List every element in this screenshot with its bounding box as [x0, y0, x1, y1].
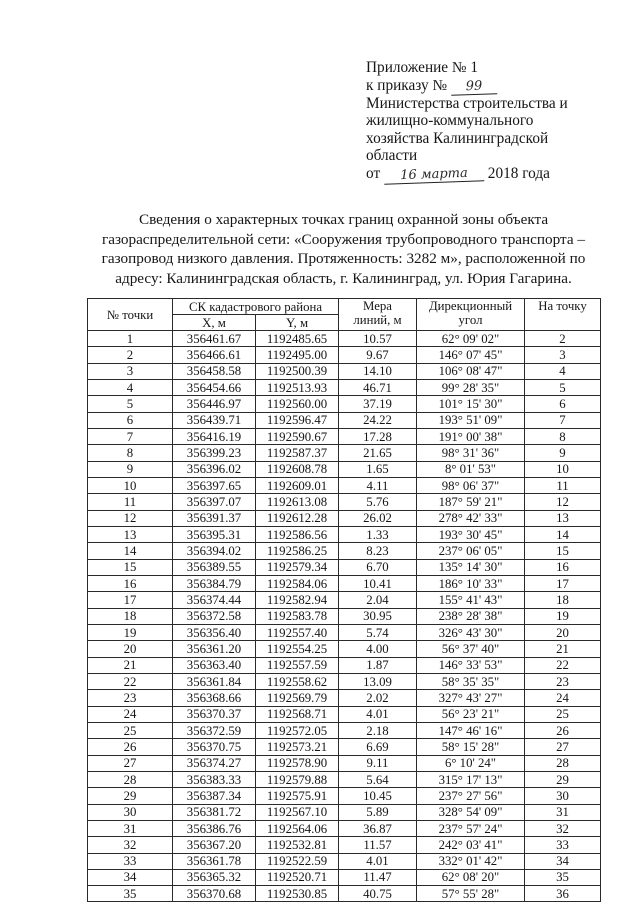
line-length-cell: 5.74	[339, 624, 417, 640]
y-coordinate-cell: 1192609.01	[256, 477, 339, 493]
date-prefix: от	[366, 164, 381, 182]
point-number-cell: 19	[88, 624, 173, 640]
next-point-cell: 33	[525, 837, 601, 853]
line-length-cell: 6.70	[339, 559, 417, 575]
direction-angle-cell: 98° 06' 37"	[417, 477, 525, 493]
point-number-cell: 33	[88, 853, 173, 869]
appendix-header	[366, 59, 568, 183]
table-row	[88, 510, 601, 526]
direction-angle-cell: 62° 09' 02"	[417, 331, 525, 347]
line-length-cell: 17.28	[339, 428, 417, 444]
table-row	[88, 543, 601, 559]
point-number-cell: 23	[88, 690, 173, 706]
y-coordinate-cell: 1192500.39	[256, 363, 339, 379]
ministry-line-1: Министерства строительства и	[366, 94, 568, 112]
next-point-cell: 3	[525, 347, 601, 363]
direction-angle-cell: 57° 55' 28"	[417, 886, 525, 902]
table-row	[88, 641, 601, 657]
point-number-cell: 26	[88, 739, 173, 755]
line-length-cell: 1.87	[339, 657, 417, 673]
direction-angle-cell: 147° 46' 16"	[417, 722, 525, 738]
y-coordinate-cell: 1192573.21	[256, 739, 339, 755]
x-coordinate-cell: 356399.23	[173, 445, 256, 461]
x-coordinate-cell: 356361.84	[173, 673, 256, 689]
direction-angle-cell: 135° 14' 30"	[417, 559, 525, 575]
table-row	[88, 592, 601, 608]
point-number-cell: 9	[88, 461, 173, 477]
x-coordinate-cell: 356466.61	[173, 347, 256, 363]
table-row	[88, 461, 601, 477]
direction-angle-cell: 327° 43' 27"	[417, 690, 525, 706]
point-number-cell: 10	[88, 477, 173, 493]
y-coordinate-cell: 1192590.67	[256, 428, 339, 444]
next-point-cell: 17	[525, 575, 601, 591]
y-coordinate-cell: 1192582.94	[256, 592, 339, 608]
y-coordinate-cell: 1192554.25	[256, 641, 339, 657]
next-point-cell: 36	[525, 886, 601, 902]
table-row	[88, 755, 601, 771]
direction-angle-cell: 238° 28' 38"	[417, 608, 525, 624]
line-length-cell: 5.89	[339, 804, 417, 820]
point-number-cell: 12	[88, 510, 173, 526]
x-coordinate-cell: 356356.40	[173, 624, 256, 640]
point-number-cell: 17	[88, 592, 173, 608]
y-coordinate-cell: 1192596.47	[256, 412, 339, 428]
table-row	[88, 804, 601, 820]
point-number-cell: 32	[88, 837, 173, 853]
table-row	[88, 526, 601, 542]
point-number-cell: 24	[88, 706, 173, 722]
direction-angle-cell: 237° 27' 56"	[417, 788, 525, 804]
x-coordinate-cell: 356461.67	[173, 331, 256, 347]
line-length-header-line-2: линий, м	[353, 313, 402, 327]
x-coordinate-cell: 356458.58	[173, 363, 256, 379]
line-length-cell: 40.75	[339, 886, 417, 902]
table-row	[88, 739, 601, 755]
x-coordinate-cell: 356367.20	[173, 837, 256, 853]
direction-angle-cell: 328° 54' 09"	[417, 804, 525, 820]
table-row	[88, 837, 601, 853]
order-date	[366, 165, 568, 183]
direction-angle-cell: 237° 06' 05"	[417, 543, 525, 559]
line-length-cell: 4.01	[339, 706, 417, 722]
y-coordinate-cell: 1192522.59	[256, 853, 339, 869]
table-row	[88, 706, 601, 722]
direction-angle-cell: 99° 28' 35"	[417, 379, 525, 395]
point-number-cell: 18	[88, 608, 173, 624]
direction-angle-cell: 186° 10' 33"	[417, 575, 525, 591]
x-coordinate-cell: 356381.72	[173, 804, 256, 820]
table-row	[88, 690, 601, 706]
point-number-cell: 2	[88, 347, 173, 363]
table-row	[88, 853, 601, 869]
table-row	[88, 771, 601, 787]
line-length-cell: 11.57	[339, 837, 417, 853]
direction-angle-cell: 6° 10' 24"	[417, 755, 525, 771]
y-coordinate-cell: 1192560.00	[256, 396, 339, 412]
next-point-cell: 6	[525, 396, 601, 412]
direction-angle-cell: 237° 57' 24"	[417, 820, 525, 836]
x-coordinate-cell: 356370.68	[173, 886, 256, 902]
column-header-cadastral-cs: СК кадастрового района	[173, 299, 339, 315]
column-header-direction-angle	[417, 299, 525, 331]
next-point-cell: 34	[525, 853, 601, 869]
point-number-cell: 34	[88, 869, 173, 885]
direction-angle-cell: 106° 08' 47"	[417, 363, 525, 379]
point-number-cell: 25	[88, 722, 173, 738]
line-length-cell: 6.69	[339, 739, 417, 755]
next-point-cell: 22	[525, 657, 601, 673]
line-length-cell: 4.11	[339, 477, 417, 493]
table-row	[88, 657, 601, 673]
x-coordinate-cell: 356387.34	[173, 788, 256, 804]
x-coordinate-cell: 356386.76	[173, 820, 256, 836]
point-number-cell: 11	[88, 494, 173, 510]
direction-angle-cell: 98° 31' 36"	[417, 445, 525, 461]
x-coordinate-cell: 356454.66	[173, 379, 256, 395]
line-length-cell: 10.57	[339, 331, 417, 347]
y-coordinate-cell: 1192532.81	[256, 837, 339, 853]
point-number-cell: 20	[88, 641, 173, 657]
point-number-cell: 4	[88, 379, 173, 395]
x-coordinate-cell: 356439.71	[173, 412, 256, 428]
x-coordinate-cell: 356383.33	[173, 771, 256, 787]
table-row	[88, 379, 601, 395]
line-length-cell: 2.18	[339, 722, 417, 738]
line-length-cell: 5.64	[339, 771, 417, 787]
x-coordinate-cell: 356394.02	[173, 543, 256, 559]
y-coordinate-cell: 1192557.59	[256, 657, 339, 673]
line-length-cell: 10.45	[339, 788, 417, 804]
table-row	[88, 608, 601, 624]
y-coordinate-cell: 1192586.25	[256, 543, 339, 559]
table-row	[88, 886, 601, 902]
next-point-cell: 35	[525, 869, 601, 885]
point-number-cell: 30	[88, 804, 173, 820]
line-length-cell: 5.76	[339, 494, 417, 510]
line-length-cell: 4.01	[339, 853, 417, 869]
line-length-cell: 10.41	[339, 575, 417, 591]
date-suffix: 2018 года	[487, 164, 550, 182]
line-length-cell: 21.65	[339, 445, 417, 461]
y-coordinate-cell: 1192568.71	[256, 706, 339, 722]
next-point-cell: 23	[525, 673, 601, 689]
table-row	[88, 575, 601, 591]
direction-angle-cell: 146° 33' 53"	[417, 657, 525, 673]
x-coordinate-cell: 356374.27	[173, 755, 256, 771]
line-length-cell: 2.02	[339, 690, 417, 706]
table-row	[88, 722, 601, 738]
title-line: газораспределительной сети: «Сооружения трубопроводного транспорта –	[102, 230, 585, 248]
point-number-cell: 6	[88, 412, 173, 428]
y-coordinate-cell: 1192613.08	[256, 494, 339, 510]
next-point-cell: 8	[525, 428, 601, 444]
next-point-cell: 31	[525, 804, 601, 820]
x-coordinate-cell: 356391.37	[173, 510, 256, 526]
line-length-cell: 4.00	[339, 641, 417, 657]
x-coordinate-cell: 356397.07	[173, 494, 256, 510]
direction-angle-cell: 187° 59' 21"	[417, 494, 525, 510]
direction-angle-cell: 58° 35' 35"	[417, 673, 525, 689]
direction-angle-cell: 332° 01' 42"	[417, 853, 525, 869]
table-row	[88, 624, 601, 640]
x-coordinate-cell: 356361.20	[173, 641, 256, 657]
direction-angle-cell: 315° 17' 13"	[417, 771, 525, 787]
x-coordinate-cell: 356389.55	[173, 559, 256, 575]
direction-angle-cell: 58° 15' 28"	[417, 739, 525, 755]
table-row	[88, 477, 601, 493]
next-point-cell: 5	[525, 379, 601, 395]
next-point-cell: 9	[525, 445, 601, 461]
y-coordinate-cell: 1192564.06	[256, 820, 339, 836]
next-point-cell: 30	[525, 788, 601, 804]
point-number-cell: 21	[88, 657, 173, 673]
y-coordinate-cell: 1192575.91	[256, 788, 339, 804]
line-length-cell: 11.47	[339, 869, 417, 885]
date-handwritten: 16 марта	[384, 165, 484, 184]
ministry-line-2: жилищно-коммунального	[366, 112, 534, 130]
y-coordinate-cell: 1192558.62	[256, 673, 339, 689]
y-coordinate-cell: 1192584.06	[256, 575, 339, 591]
line-length-cell: 46.71	[339, 379, 417, 395]
table-row	[88, 869, 601, 885]
x-coordinate-cell: 356416.19	[173, 428, 256, 444]
line-length-cell: 9.11	[339, 755, 417, 771]
direction-angle-cell: 8° 01' 53"	[417, 461, 525, 477]
order-prefix: к приказу №	[366, 76, 448, 94]
direction-angle-cell: 193° 30' 45"	[417, 526, 525, 542]
y-coordinate-cell: 1192567.10	[256, 804, 339, 820]
column-header-line-length	[339, 299, 417, 331]
x-coordinate-cell: 356361.78	[173, 853, 256, 869]
table-row	[88, 331, 601, 347]
table-row	[88, 396, 601, 412]
y-coordinate-cell: 1192583.78	[256, 608, 339, 624]
y-coordinate-cell: 1192587.37	[256, 445, 339, 461]
column-header-point-number: № точки	[88, 299, 173, 331]
line-length-cell: 26.02	[339, 510, 417, 526]
x-coordinate-cell: 356363.40	[173, 657, 256, 673]
boundary-points-table	[87, 298, 601, 902]
next-point-cell: 15	[525, 543, 601, 559]
next-point-cell: 13	[525, 510, 601, 526]
next-point-cell: 20	[525, 624, 601, 640]
title-line: газопровод низкого давления. Протяженность: 3282 м», расположенной по	[101, 250, 586, 268]
point-number-cell: 1	[88, 331, 173, 347]
line-length-cell: 13.09	[339, 673, 417, 689]
line-length-cell: 8.23	[339, 543, 417, 559]
table-row	[88, 820, 601, 836]
direction-angle-cell: 242° 03' 41"	[417, 837, 525, 853]
y-coordinate-cell: 1192586.56	[256, 526, 339, 542]
x-coordinate-cell: 356397.65	[173, 477, 256, 493]
next-point-cell: 16	[525, 559, 601, 575]
line-length-cell: 1.65	[339, 461, 417, 477]
next-point-cell: 19	[525, 608, 601, 624]
column-header-y: Y, м	[256, 315, 339, 331]
point-number-cell: 7	[88, 428, 173, 444]
x-coordinate-cell: 356370.37	[173, 706, 256, 722]
ministry-line-3: хозяйства Калининградской	[366, 129, 549, 147]
next-point-cell: 32	[525, 820, 601, 836]
y-coordinate-cell: 1192520.71	[256, 869, 339, 885]
table-row	[88, 559, 601, 575]
direction-angle-cell: 101° 15' 30"	[417, 396, 525, 412]
x-coordinate-cell: 356370.75	[173, 739, 256, 755]
direction-angle-cell: 155° 41' 43"	[417, 592, 525, 608]
x-coordinate-cell: 356372.58	[173, 608, 256, 624]
point-number-cell: 3	[88, 363, 173, 379]
y-coordinate-cell: 1192612.28	[256, 510, 339, 526]
y-coordinate-cell: 1192608.78	[256, 461, 339, 477]
appendix-title: Приложение № 1	[366, 59, 478, 76]
table-row	[88, 445, 601, 461]
title-line: адресу: Калининградская область, г. Калининград, ул. Юрия Гагарина.	[115, 270, 572, 288]
y-coordinate-cell: 1192495.00	[256, 347, 339, 363]
x-coordinate-cell: 356395.31	[173, 526, 256, 542]
x-coordinate-cell: 356374.44	[173, 592, 256, 608]
line-length-cell: 37.19	[339, 396, 417, 412]
direction-angle-cell: 193° 51' 09"	[417, 412, 525, 428]
line-length-cell: 24.22	[339, 412, 417, 428]
y-coordinate-cell: 1192579.34	[256, 559, 339, 575]
point-number-cell: 35	[88, 886, 173, 902]
y-coordinate-cell: 1192569.79	[256, 690, 339, 706]
direction-angle-cell: 56° 23' 21"	[417, 706, 525, 722]
x-coordinate-cell: 356384.79	[173, 575, 256, 591]
direction-angle-cell: 146° 07' 45"	[417, 347, 525, 363]
next-point-cell: 7	[525, 412, 601, 428]
table-row	[88, 494, 601, 510]
next-point-cell: 11	[525, 477, 601, 493]
point-number-cell: 22	[88, 673, 173, 689]
column-header-next-point: На точку	[525, 299, 601, 331]
y-coordinate-cell: 1192579.88	[256, 771, 339, 787]
table-row	[88, 412, 601, 428]
next-point-cell: 21	[525, 641, 601, 657]
point-number-cell: 27	[88, 755, 173, 771]
x-coordinate-cell: 356365.32	[173, 869, 256, 885]
line-length-cell: 9.67	[339, 347, 417, 363]
direction-angle-cell: 62° 08' 20"	[417, 869, 525, 885]
next-point-cell: 24	[525, 690, 601, 706]
y-coordinate-cell: 1192530.85	[256, 886, 339, 902]
point-number-cell: 28	[88, 771, 173, 787]
ministry-line-4: области	[366, 147, 418, 165]
next-point-cell: 28	[525, 755, 601, 771]
next-point-cell: 2	[525, 331, 601, 347]
point-number-cell: 31	[88, 820, 173, 836]
table-row	[88, 788, 601, 804]
y-coordinate-cell: 1192572.05	[256, 722, 339, 738]
line-length-cell: 14.10	[339, 363, 417, 379]
point-number-cell: 5	[88, 396, 173, 412]
x-coordinate-cell: 356372.59	[173, 722, 256, 738]
line-length-cell: 30.95	[339, 608, 417, 624]
next-point-cell: 10	[525, 461, 601, 477]
y-coordinate-cell: 1192485.65	[256, 331, 339, 347]
point-number-cell: 13	[88, 526, 173, 542]
x-coordinate-cell: 356368.66	[173, 690, 256, 706]
next-point-cell: 29	[525, 771, 601, 787]
direction-angle-cell: 191° 00' 38"	[417, 428, 525, 444]
order-reference	[366, 77, 568, 95]
next-point-cell: 14	[525, 526, 601, 542]
line-length-cell: 2.04	[339, 592, 417, 608]
next-point-cell: 4	[525, 363, 601, 379]
next-point-cell: 12	[525, 494, 601, 510]
y-coordinate-cell: 1192557.40	[256, 624, 339, 640]
point-number-cell: 16	[88, 575, 173, 591]
table-row	[88, 428, 601, 444]
next-point-cell: 18	[525, 592, 601, 608]
line-length-cell: 36.87	[339, 820, 417, 836]
point-number-cell: 29	[88, 788, 173, 804]
y-coordinate-cell: 1192578.90	[256, 755, 339, 771]
direction-angle-header-line-1: Дирекционный	[428, 299, 513, 313]
point-number-cell: 8	[88, 445, 173, 461]
point-number-cell: 15	[88, 559, 173, 575]
line-length-cell: 1.33	[339, 526, 417, 542]
x-coordinate-cell: 356446.97	[173, 396, 256, 412]
column-header-x: X, м	[173, 315, 256, 331]
direction-angle-cell: 56° 37' 40"	[417, 641, 525, 657]
line-length-header-line-1: Мера	[363, 299, 392, 313]
y-coordinate-cell: 1192513.93	[256, 379, 339, 395]
order-number-handwritten: 99	[451, 78, 498, 96]
document-title	[85, 210, 602, 289]
title-line: Сведения о характерных точках границ охранной зоны объекта	[138, 211, 549, 228]
direction-angle-cell: 278° 42' 33"	[417, 510, 525, 526]
table-row	[88, 363, 601, 379]
table-row	[88, 347, 601, 363]
table-row	[88, 673, 601, 689]
next-point-cell: 25	[525, 706, 601, 722]
next-point-cell: 26	[525, 722, 601, 738]
direction-angle-cell: 326° 43' 30"	[417, 624, 525, 640]
point-number-cell: 14	[88, 543, 173, 559]
table-header-row	[88, 299, 601, 315]
table-body	[88, 331, 601, 902]
next-point-cell: 27	[525, 739, 601, 755]
x-coordinate-cell: 356396.02	[173, 461, 256, 477]
direction-angle-header-line-2: угол	[458, 313, 483, 327]
